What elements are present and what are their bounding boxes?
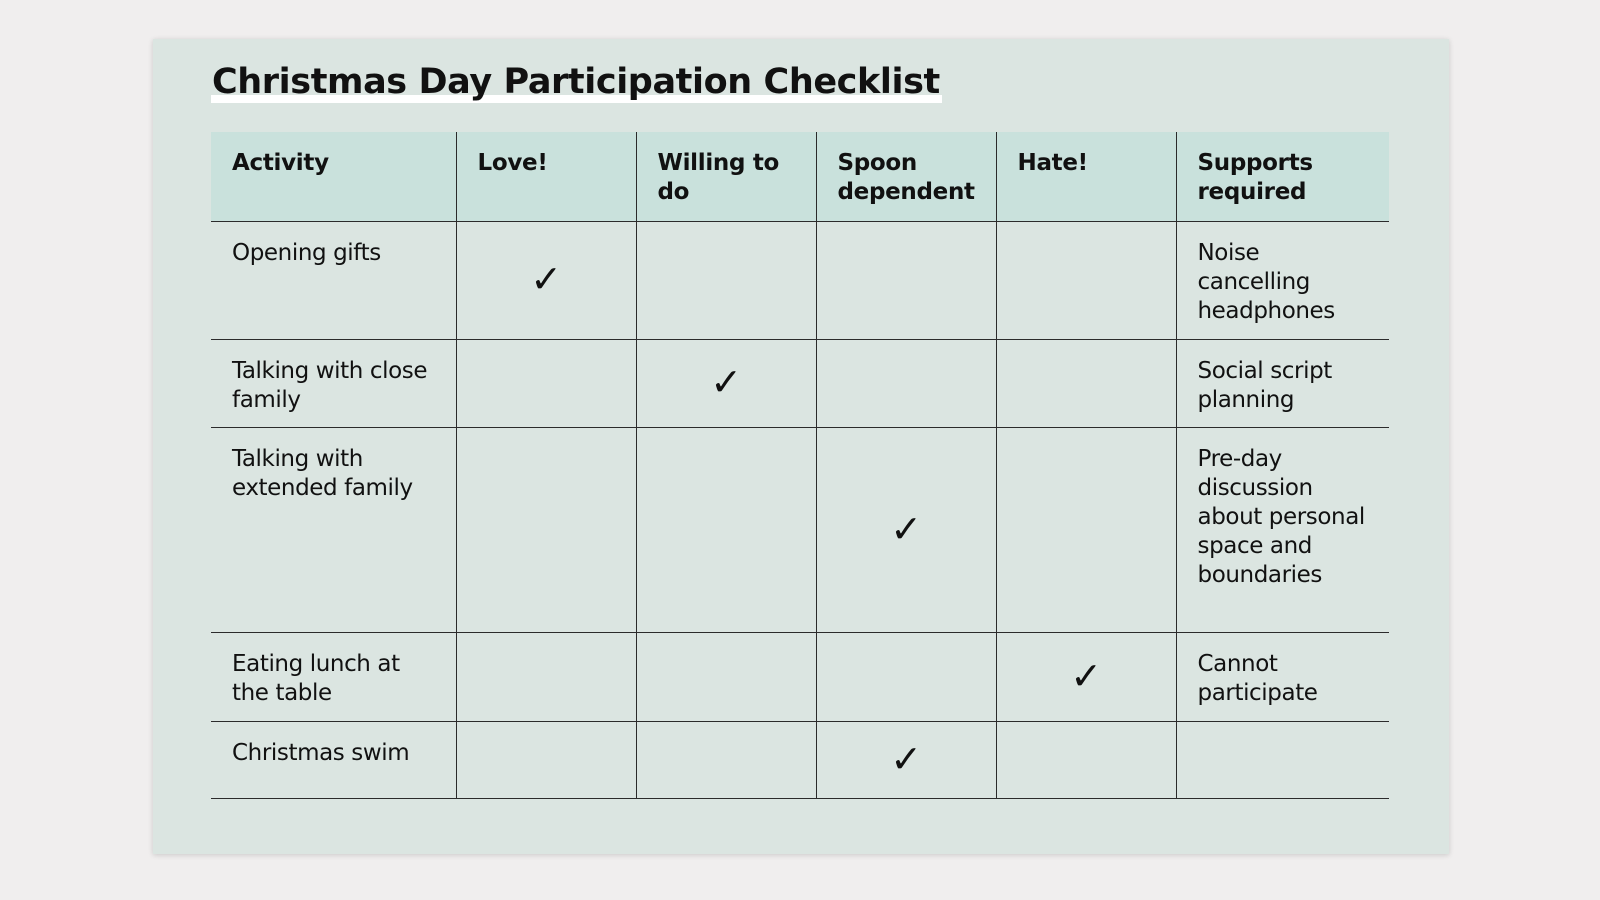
checkmark-icon: ✓ [530, 257, 562, 301]
column-header-love: Love! [456, 132, 636, 221]
willing-cell [636, 339, 816, 427]
love-cell [456, 427, 636, 632]
spoon-dependent-cell [816, 339, 996, 427]
activity-cell: Talking with extended family [211, 427, 456, 632]
activity-cell: Christmas swim [211, 721, 456, 798]
supports-cell: Pre-day discussion about personal space and boundaries [1176, 427, 1389, 632]
activity-cell: Eating lunch at the table [211, 632, 456, 721]
page-title: Christmas Day Participation Checklist [212, 62, 940, 102]
willing-cell [636, 221, 816, 339]
supports-cell: Noise cancelling headphones [1176, 221, 1389, 339]
spoon-dependent-cell [816, 427, 996, 632]
activity-cell: Opening gifts [211, 221, 456, 339]
table-row [211, 427, 1389, 632]
willing-cell [636, 632, 816, 721]
column-header-willing-to-do: Willing to do [636, 132, 816, 221]
love-cell [456, 632, 636, 721]
checklist-card [153, 39, 1449, 854]
table-row [211, 721, 1389, 798]
hate-cell [996, 632, 1176, 721]
table-row [211, 221, 1389, 339]
column-header-hate: Hate! [996, 132, 1176, 221]
column-header-spoon-dependent: Spoon dependent [816, 132, 996, 221]
hate-cell [996, 221, 1176, 339]
supports-cell [1176, 721, 1389, 798]
table-row [211, 339, 1389, 427]
column-header-activity: Activity [211, 132, 456, 221]
supports-cell: Social script planning [1176, 339, 1389, 427]
love-cell [456, 721, 636, 798]
checkmark-icon: ✓ [890, 506, 922, 551]
activity-cell: Talking with close family [211, 339, 456, 427]
table-row [211, 632, 1389, 721]
willing-cell [636, 427, 816, 632]
hate-cell [996, 427, 1176, 632]
column-header-supports-required: Supports required [1176, 132, 1389, 221]
table-header-row [211, 132, 1389, 221]
supports-cell: Cannot participate [1176, 632, 1389, 721]
love-cell [456, 339, 636, 427]
love-cell [456, 221, 636, 339]
spoon-dependent-cell [816, 632, 996, 721]
participation-table [211, 132, 1389, 799]
checkmark-icon: ✓ [710, 360, 742, 404]
spoon-dependent-cell [816, 221, 996, 339]
hate-cell [996, 339, 1176, 427]
checkmark-icon: ✓ [890, 736, 922, 781]
hate-cell [996, 721, 1176, 798]
willing-cell [636, 721, 816, 798]
spoon-dependent-cell [816, 721, 996, 798]
checkmark-icon: ✓ [1070, 653, 1102, 698]
